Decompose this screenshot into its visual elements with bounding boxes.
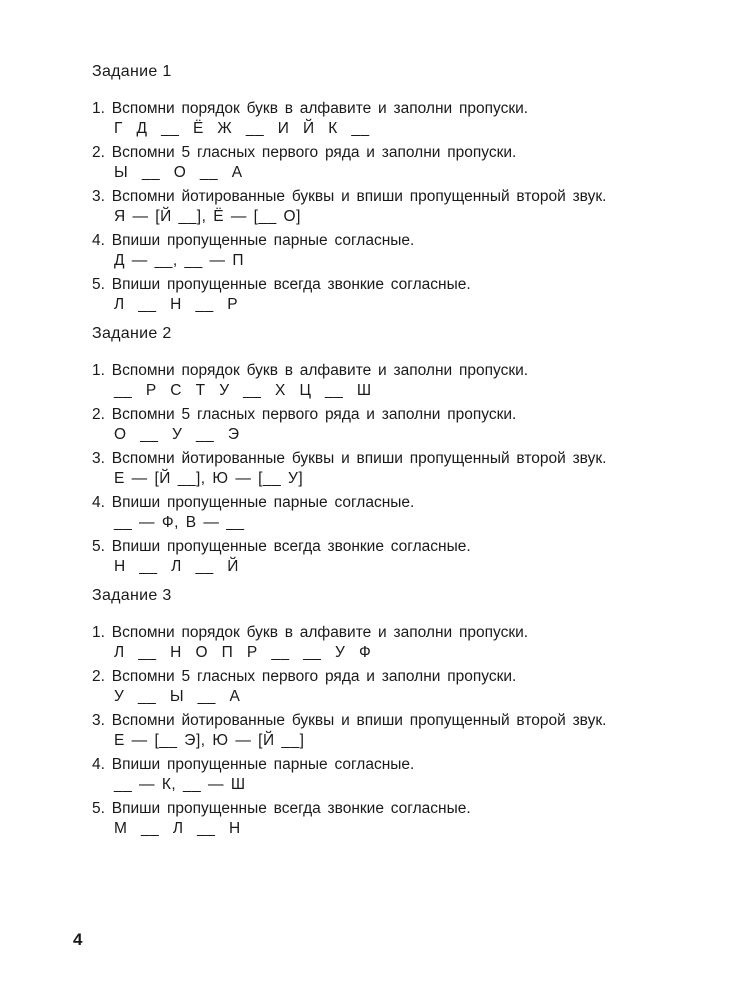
item-answer-line: __ — Ф, В — __: [114, 514, 245, 531]
item-answer-line: Я — [Й __], Ё — [__ О]: [114, 208, 301, 225]
task-title: Задание 2: [92, 325, 172, 342]
item-answer-line: О __ У __ Э: [114, 426, 240, 443]
item-answer-line: __ — К, __ — Ш: [114, 776, 246, 793]
item-answer-line: Н __ Л __ Й: [114, 558, 239, 575]
item-instruction: 5. Впиши пропущенные всегда звонкие согласные.: [92, 276, 471, 293]
task-item: [92, 275, 692, 315]
item-answer-line: Л __ Н __ Р: [114, 296, 239, 313]
task-item: [92, 623, 692, 663]
item-instruction: 1. Вспомни порядок букв в алфавите и заполни пропуски.: [92, 624, 529, 641]
item-answer-line: У __ Ы __ А: [114, 688, 241, 705]
item-instruction: 2. Вспомни 5 гласных первого ряда и заполни пропуски.: [92, 144, 517, 161]
item-instruction: 3. Вспомни йотированные буквы и впиши пропущенный второй звук.: [92, 712, 607, 729]
task-item: [92, 361, 692, 401]
page-number: 4: [73, 930, 83, 949]
item-answer-line: __ Р С Т У __ Х Ц __ Ш: [114, 382, 372, 399]
item-answer-line: Г Д __ Ё Ж __ И Й К __: [114, 120, 370, 137]
item-answer-line: Е — [__ Э], Ю — [Й __]: [114, 732, 305, 749]
item-answer-line: Л __ Н О П Р __ __ У Ф: [114, 644, 372, 661]
task-item: [92, 537, 692, 577]
task-1: [92, 62, 692, 319]
task-item: [92, 711, 692, 751]
item-answer-line: Ы __ О __ А: [114, 164, 243, 181]
item-answer-line: М __ Л __ Н: [114, 820, 241, 837]
item-answer-line: Д — __, __ — П: [114, 252, 244, 269]
task-item: [92, 755, 692, 795]
task-item: [92, 405, 692, 445]
item-instruction: 2. Вспомни 5 гласных первого ряда и заполни пропуски.: [92, 406, 517, 423]
task-item: [92, 493, 692, 533]
item-instruction: 3. Вспомни йотированные буквы и впиши пропущенный второй звук.: [92, 450, 607, 467]
task-item: [92, 231, 692, 271]
item-instruction: 3. Вспомни йотированные буквы и впиши пропущенный второй звук.: [92, 188, 607, 205]
item-instruction: 5. Впиши пропущенные всегда звонкие согласные.: [92, 800, 471, 817]
task-title: Задание 1: [92, 63, 172, 80]
task-item: [92, 449, 692, 489]
task-3: [92, 586, 692, 843]
item-instruction: 4. Впиши пропущенные парные согласные.: [92, 756, 415, 773]
task-item: [92, 799, 692, 839]
item-instruction: 5. Впиши пропущенные всегда звонкие согласные.: [92, 538, 471, 555]
task-item: [92, 187, 692, 227]
item-instruction: 4. Впиши пропущенные парные согласные.: [92, 232, 415, 249]
item-instruction: 4. Впиши пропущенные парные согласные.: [92, 494, 415, 511]
item-instruction: 2. Вспомни 5 гласных первого ряда и заполни пропуски.: [92, 668, 517, 685]
item-instruction: 1. Вспомни порядок букв в алфавите и заполни пропуски.: [92, 362, 529, 379]
task-item: [92, 667, 692, 707]
item-answer-line: Е — [Й __], Ю — [__ У]: [114, 470, 304, 487]
task-2: [92, 324, 692, 581]
task-item: [92, 143, 692, 183]
task-item: [92, 99, 692, 139]
item-instruction: 1. Вспомни порядок букв в алфавите и заполни пропуски.: [92, 100, 529, 117]
task-title: Задание 3: [92, 587, 172, 604]
